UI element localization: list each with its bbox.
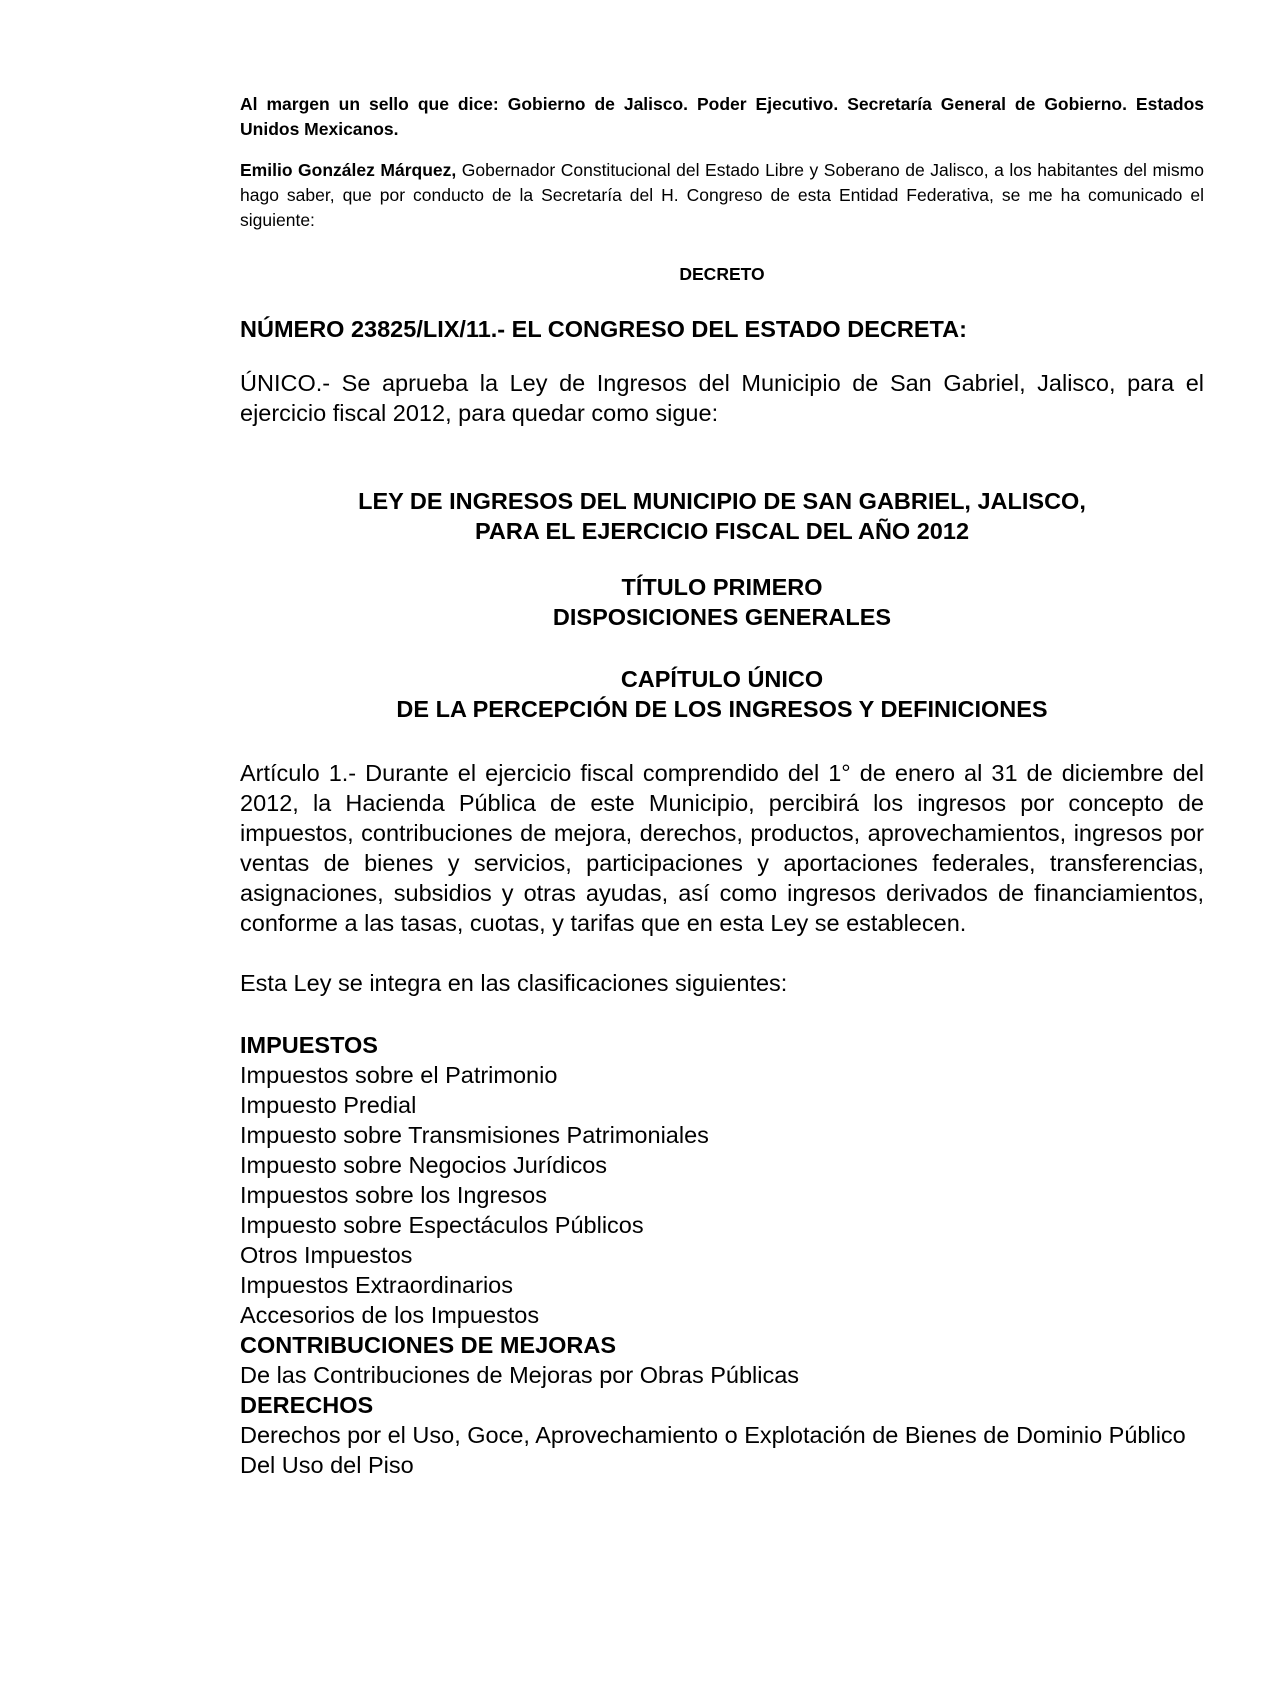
law-title bbox=[240, 486, 1204, 546]
list-item: Impuestos sobre el Patrimonio bbox=[240, 1062, 558, 1088]
governor-text: Gobernador Constitucional del Estado Libre y Soberano de Jalisco, a los habitantes del mismo hago saber, que por conducto de la Secretaría del H. Congreso de esta Entidad Federativa, se me ha comunicado el siguiente: bbox=[240, 160, 1204, 230]
list-item: Derechos por el Uso, Goce, Aprovechamiento o Explotación de Bienes de Dominio Público bbox=[240, 1422, 1186, 1448]
section-heading-derechos: DERECHOS bbox=[240, 1392, 374, 1418]
title-heading-line-2: DISPOSICIONES GENERALES bbox=[552, 604, 892, 630]
list-item: Accesorios de los Impuestos bbox=[240, 1302, 540, 1328]
list-item: Impuestos sobre los Ingresos bbox=[240, 1182, 547, 1208]
title-heading-line-1: TÍTULO PRIMERO bbox=[621, 574, 823, 600]
list-item: Impuesto sobre Transmisiones Patrimoniales bbox=[240, 1122, 709, 1148]
classification-intro: Esta Ley se integra en las clasificaciones siguientes: bbox=[240, 970, 788, 996]
section-heading-contribuciones: CONTRIBUCIONES DE MEJORAS bbox=[240, 1332, 617, 1358]
seal-note: Al margen un sello que dice: Gobierno de Jalisco. Poder Ejecutivo. Secretaría General de Gobierno. Estados Unidos Mexicanos. bbox=[240, 94, 1204, 139]
document-page bbox=[240, 92, 1204, 1480]
decreto-heading: DECRETO bbox=[679, 264, 765, 284]
article-1: Artículo 1.- Durante el ejercicio fiscal comprendido del 1° de enero al 31 de diciembre del 2012, la Hacienda Pública de este Municipio, percibirá los ingresos por concepto de impuestos, contribuciones de mejora, derechos, productos, aprovechamientos, ingresos por ventas de bienes y servicios, participaciones y aportaciones federales, transferencias, asignaciones, subsidios y otras ayudas, así como ingresos derivados de financiamientos, conforme a las tasas, cuotas, y tarifas que en esta Ley se establecen. bbox=[240, 760, 1204, 936]
list-item: Impuesto sobre Espectáculos Públicos bbox=[240, 1212, 644, 1238]
list-item: Impuesto Predial bbox=[240, 1092, 417, 1118]
title-heading bbox=[240, 572, 1204, 632]
chapter-heading bbox=[240, 664, 1204, 724]
list-item: Del Uso del Piso bbox=[240, 1452, 414, 1478]
unico-paragraph: ÚNICO.- Se aprueba la Ley de Ingresos del Municipio de San Gabriel, Jalisco, para el ejercicio fiscal 2012, para quedar como sigue: bbox=[240, 370, 1204, 426]
list-item: De las Contribuciones de Mejoras por Obras Públicas bbox=[240, 1362, 800, 1388]
chapter-heading-line-1: CAPÍTULO ÚNICO bbox=[620, 666, 824, 692]
law-title-line-1: LEY DE INGRESOS DEL MUNICIPIO DE SAN GABRIEL, JALISCO, bbox=[358, 488, 1086, 514]
list-item: Impuesto sobre Negocios Jurídicos bbox=[240, 1152, 608, 1178]
chapter-heading-line-2: DE LA PERCEPCIÓN DE LOS INGRESOS Y DEFINICIONES bbox=[396, 696, 1048, 722]
classification-list bbox=[240, 1030, 1204, 1480]
list-item: Otros Impuestos bbox=[240, 1242, 413, 1268]
governor-paragraph bbox=[240, 158, 1204, 233]
list-item: Impuestos Extraordinarios bbox=[240, 1272, 513, 1298]
governor-name: Emilio González Márquez, bbox=[240, 160, 457, 180]
section-heading-impuestos: IMPUESTOS bbox=[240, 1032, 378, 1058]
decree-number: NÚMERO 23825/LIX/11.- EL CONGRESO DEL ESTADO DECRETA: bbox=[240, 316, 967, 342]
law-title-line-2: PARA EL EJERCICIO FISCAL DEL AÑO 2012 bbox=[474, 518, 970, 544]
